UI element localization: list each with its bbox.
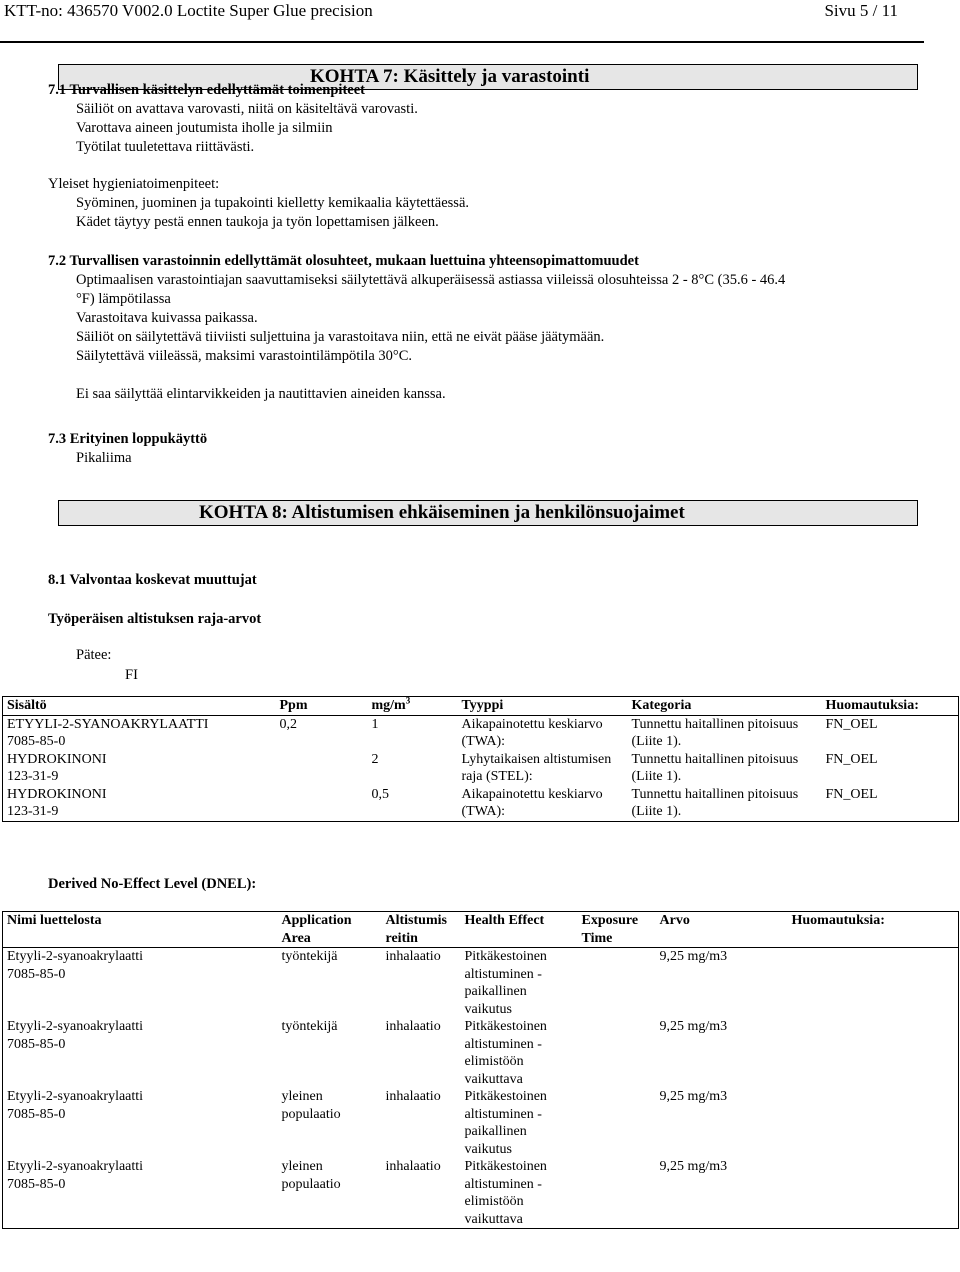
- dnel-time: [578, 1158, 656, 1229]
- dnel-time: [578, 948, 656, 1019]
- oel-type: raja (STEL):: [461, 769, 533, 784]
- oel-type: (TWA):: [461, 804, 506, 819]
- dnel-effect: Pitkäkestoinen: [464, 1089, 547, 1104]
- dnel-col-header: Huomautuksia:: [788, 912, 959, 948]
- dnel-effect: vaikuttava: [464, 1211, 523, 1227]
- hygiene-line: Kädet täytyy pestä ennen taukoja ja työn lopettamisen jälkeen.: [76, 214, 439, 230]
- dnel-name: Etyyli-2-syanoakrylaatti: [7, 949, 144, 964]
- s73-text: Pikaliima: [76, 450, 132, 466]
- dnel-col-header: [278, 912, 382, 948]
- oel-ppm: 0,2: [279, 716, 297, 732]
- oel-category: (Liite 1).: [631, 734, 682, 749]
- dnel-col-header-line: Altistumis: [385, 913, 447, 928]
- table-row: [3, 786, 959, 822]
- dnel-route: inhalaatio: [385, 1019, 441, 1034]
- oel-type: (TWA):: [461, 734, 506, 749]
- dnel-effect: altistuminen -: [464, 1176, 542, 1192]
- page-number: Sivu 5 / 11: [824, 1, 898, 20]
- dnel-col-header-line: Application: [281, 913, 352, 928]
- oel-col-header: Sisältö: [3, 697, 276, 716]
- oel-table: [2, 696, 959, 822]
- table-row: [3, 715, 959, 751]
- hygiene-line: Syöminen, juominen ja tupakointi kielletty kemikaalia käytettäessä.: [76, 195, 470, 211]
- oel-category: Tunnettu haitallinen pitoisuus: [631, 786, 799, 802]
- s72-line: Säilytettävä viileässä, maksimi varastointilämpötila 30°C.: [76, 348, 413, 364]
- dnel-effect: paikallinen: [464, 1124, 527, 1139]
- oel-col-header: Kategoria: [628, 697, 822, 716]
- s81-heading: 8.1 Valvontaa koskevat muuttujat: [48, 572, 257, 588]
- header-divider: [0, 41, 924, 43]
- oel-col-header: Ppm: [276, 697, 368, 716]
- dnel-time: [578, 1018, 656, 1088]
- oel-col-header-sup: 3: [405, 695, 411, 706]
- section8-title: KOHTA 8: Altistumisen ehkäiseminen ja henkilönsuojaimet: [199, 502, 685, 523]
- dnel-effect: paikallinen: [464, 984, 527, 999]
- dnel-effect: vaikutus: [464, 1001, 512, 1017]
- dnel-effect: elimistöön: [464, 1054, 524, 1069]
- table-row: [3, 1018, 959, 1088]
- section7-title: KOHTA 7: Käsittely ja varastointi: [310, 66, 590, 87]
- oel-note: FN_OEL: [825, 716, 878, 732]
- dnel-route: inhalaatio: [385, 949, 441, 964]
- dnel-effect: altistuminen -: [464, 1036, 542, 1052]
- oel-note: FN_OEL: [825, 751, 878, 767]
- oel-col-header: Tyyppi: [458, 697, 628, 716]
- s71-line: Työtilat tuuletettava riittävästi.: [76, 139, 255, 155]
- oel-name: HYDROKINONI: [7, 751, 107, 767]
- dnel-note: [788, 1158, 959, 1229]
- oel-ppm: [276, 786, 368, 822]
- dnel-area: yleinen: [281, 1089, 323, 1104]
- dnel-effect: vaikuttava: [464, 1071, 523, 1087]
- s72-heading: 7.2 Turvallisen varastoinnin edellyttämät olosuhteet, mukaan luettuina yhteensopimattomuudet: [48, 253, 639, 269]
- dnel-col-header: Health Effect: [461, 912, 578, 948]
- dnel-cas: 7085-85-0: [7, 1176, 66, 1192]
- s72-line: Säiliöt on säilytettävä tiiviisti suljettuina ja varastoitava niin, että ne eivät pääse jäätymään.: [76, 329, 605, 345]
- oel-cas: 123-31-9: [7, 804, 59, 819]
- dnel-note: [788, 1088, 959, 1158]
- dnel-cas: 7085-85-0: [7, 966, 66, 982]
- oel-col-header: Huomautuksia:: [822, 697, 959, 716]
- dnel-col-header-line: reitin: [385, 930, 418, 946]
- dnel-area: populaatio: [281, 1176, 341, 1192]
- dnel-col-header-line: Exposure: [581, 913, 639, 928]
- dnel-col-header-line: Time: [581, 930, 613, 946]
- dnel-cas: 7085-85-0: [7, 1106, 66, 1122]
- dnel-col-header: Arvo: [656, 912, 788, 948]
- dnel-col-header: Nimi luettelosta: [3, 912, 278, 948]
- oel-col-header: [368, 697, 458, 716]
- s72-line: °F) lämpötilassa: [76, 291, 171, 307]
- oel-type: Aikapainotettu keskiarvo: [461, 716, 603, 732]
- oel-type: Lyhytaikaisen altistumisen: [461, 751, 612, 767]
- dnel-note: [788, 1018, 959, 1088]
- oel-category: Tunnettu haitallinen pitoisuus: [631, 716, 799, 732]
- dnel-table-header: [3, 912, 959, 948]
- dnel-effect: altistuminen -: [464, 966, 542, 982]
- oel-mg: 1: [371, 716, 379, 732]
- oel-name: ETYYLI-2-SYANOAKRYLAATTI: [7, 716, 209, 732]
- dnel-effect: Pitkäkestoinen: [464, 1159, 547, 1174]
- dnel-area: työntekijä: [281, 1019, 338, 1034]
- dnel-name: Etyyli-2-syanoakrylaatti: [7, 1019, 144, 1034]
- s71-heading: 7.1 Turvallisen käsittelyn edellyttämät toimenpiteet: [48, 82, 365, 98]
- hygiene-heading: Yleiset hygieniatoimenpiteet:: [48, 176, 220, 192]
- table-row: [3, 1088, 959, 1158]
- oel-cas: 7085-85-0: [7, 734, 66, 749]
- oel-type: Aikapainotettu keskiarvo: [461, 786, 603, 802]
- section8-title-bar: [58, 500, 918, 526]
- dnel-note: [788, 948, 959, 1019]
- oel-note: FN_OEL: [825, 786, 878, 802]
- dnel-effect: elimistöön: [464, 1194, 524, 1209]
- oel-name: HYDROKINONI: [7, 786, 107, 802]
- dnel-cas: 7085-85-0: [7, 1036, 66, 1052]
- oel-ppm: [276, 751, 368, 786]
- oel-cas: 123-31-9: [7, 769, 59, 784]
- dnel-area: työntekijä: [281, 949, 338, 964]
- limits-heading: Työperäisen altistuksen raja-arvot: [48, 611, 262, 627]
- oel-category: Tunnettu haitallinen pitoisuus: [631, 751, 799, 767]
- dnel-col-header-line: Area: [281, 930, 311, 946]
- s73-heading: 7.3 Erityinen loppukäyttö: [48, 431, 208, 447]
- dnel-time: [578, 1088, 656, 1158]
- oel-table-header: [3, 697, 959, 716]
- s72-line: Optimaalisen varastointiajan saavuttamiseksi säilytettävä alkuperäisessä astiassa viileissä olosuhteissa 2 - 8°C (35.6 - 46.4: [76, 272, 786, 288]
- oel-mg: 2: [371, 751, 379, 767]
- table-row: [3, 1158, 959, 1229]
- document-header: KTT-no: 436570 V002.0 Loctite Super Glue precision: [4, 1, 373, 20]
- s71-line: Varottava aineen joutumista iholle ja silmiin: [76, 120, 333, 136]
- oel-category: (Liite 1).: [631, 804, 682, 819]
- dnel-table: [2, 911, 959, 1229]
- dnel-area: populaatio: [281, 1106, 341, 1122]
- table-row: [3, 948, 959, 1019]
- s72-extra: Ei saa säilyttää elintarvikkeiden ja nautittavien aineiden kanssa.: [76, 386, 446, 402]
- dnel-value: 9,25 mg/m3: [659, 949, 728, 964]
- oel-col-header-text: mg/m: [371, 698, 406, 713]
- s71-line: Säiliöt on avattava varovasti, niitä on käsiteltävä varovasti.: [76, 101, 418, 117]
- dnel-col-header: [578, 912, 656, 948]
- applies-label: Pätee:: [76, 647, 112, 663]
- dnel-value: 9,25 mg/m3: [659, 1159, 728, 1174]
- table-row: [3, 751, 959, 786]
- applies-value: FI: [125, 667, 138, 683]
- dnel-effect: Pitkäkestoinen: [464, 949, 547, 964]
- dnel-name: Etyyli-2-syanoakrylaatti: [7, 1089, 144, 1104]
- oel-category: (Liite 1).: [631, 769, 682, 784]
- oel-mg: 0,5: [371, 786, 389, 802]
- s72-line: Varastoitava kuivassa paikassa.: [76, 310, 258, 326]
- dnel-effect: Pitkäkestoinen: [464, 1019, 547, 1034]
- dnel-value: 9,25 mg/m3: [659, 1019, 728, 1034]
- dnel-value: 9,25 mg/m3: [659, 1089, 728, 1104]
- dnel-effect: altistuminen -: [464, 1106, 542, 1122]
- dnel-name: Etyyli-2-syanoakrylaatti: [7, 1159, 144, 1174]
- dnel-route: inhalaatio: [385, 1159, 441, 1174]
- dnel-col-header: [382, 912, 461, 948]
- dnel-heading: Derived No-Effect Level (DNEL):: [48, 876, 257, 892]
- dnel-effect: vaikutus: [464, 1141, 512, 1157]
- dnel-route: inhalaatio: [385, 1089, 441, 1104]
- dnel-area: yleinen: [281, 1159, 323, 1174]
